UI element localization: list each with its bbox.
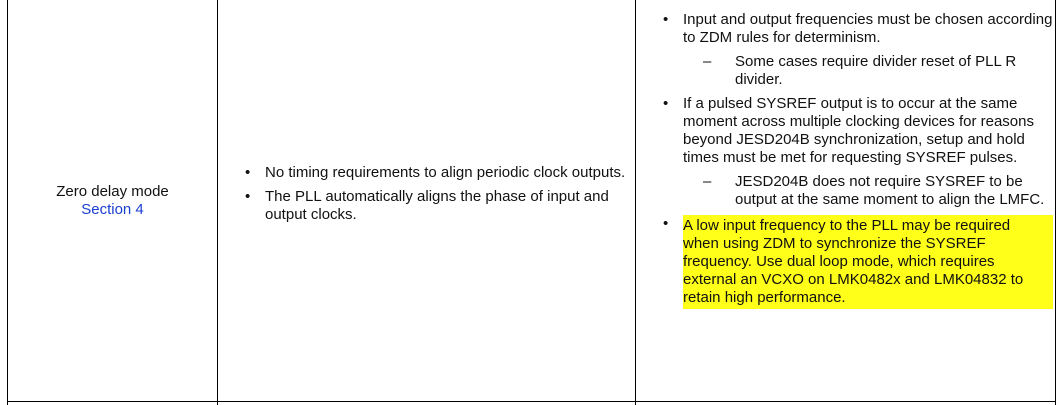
list-item-text: The PLL automatically aligns the phase of input and output clocks. [265, 188, 609, 223]
sub-list-item-text: Some cases require divider reset of PLL R divider. [735, 53, 1017, 88]
list-item [663, 11, 1053, 89]
column-divider-1 [217, 0, 218, 405]
mode-cell [8, 183, 217, 219]
bullet-icon: • [663, 215, 669, 232]
sub-list-item-text: JESD204B does not require SYSREF to be output at the same moment to align the LMFC. [735, 173, 1045, 208]
section-link[interactable]: Section 4 [81, 201, 144, 218]
list-item-text: No timing requirements to align periodic clock outputs. [265, 164, 626, 181]
highlighted-list-item [663, 215, 1053, 309]
sub-list-item [683, 53, 1053, 89]
list-item-text: Input and output frequencies must be chosen according to ZDM rules for determinism. [683, 11, 1053, 46]
mode-name: Zero delay mode [56, 183, 169, 200]
column-divider-2 [635, 0, 636, 405]
bullet-icon: • [663, 11, 669, 28]
dash-icon: – [703, 173, 712, 190]
bullet-icon: • [245, 164, 251, 181]
timing-cell [245, 164, 630, 230]
table-row-bottom-border [7, 401, 1056, 402]
highlighted-text: A low input frequency to the PLL may be required when using ZDM to synchronize the SYSREF frequency. Use dual loop mode, which requires external an VCXO on LMK0482x and LMK04832 to retain high performance. [683, 215, 1053, 309]
bullet-icon: • [663, 95, 669, 112]
list-item [245, 164, 630, 182]
list-item [245, 188, 630, 224]
considerations-cell [663, 11, 1053, 309]
dash-icon: – [703, 53, 712, 70]
table-border-right [1055, 0, 1056, 405]
sub-list-item [683, 173, 1053, 209]
list-item-text: If a pulsed SYSREF output is to occur at the same moment across multiple clocking devices for reasons beyond JESD204B synchronization, setup and hold times must be met for requesting SYSREF pulses. [683, 95, 1034, 166]
bullet-icon: • [245, 188, 251, 205]
list-item [663, 95, 1053, 209]
